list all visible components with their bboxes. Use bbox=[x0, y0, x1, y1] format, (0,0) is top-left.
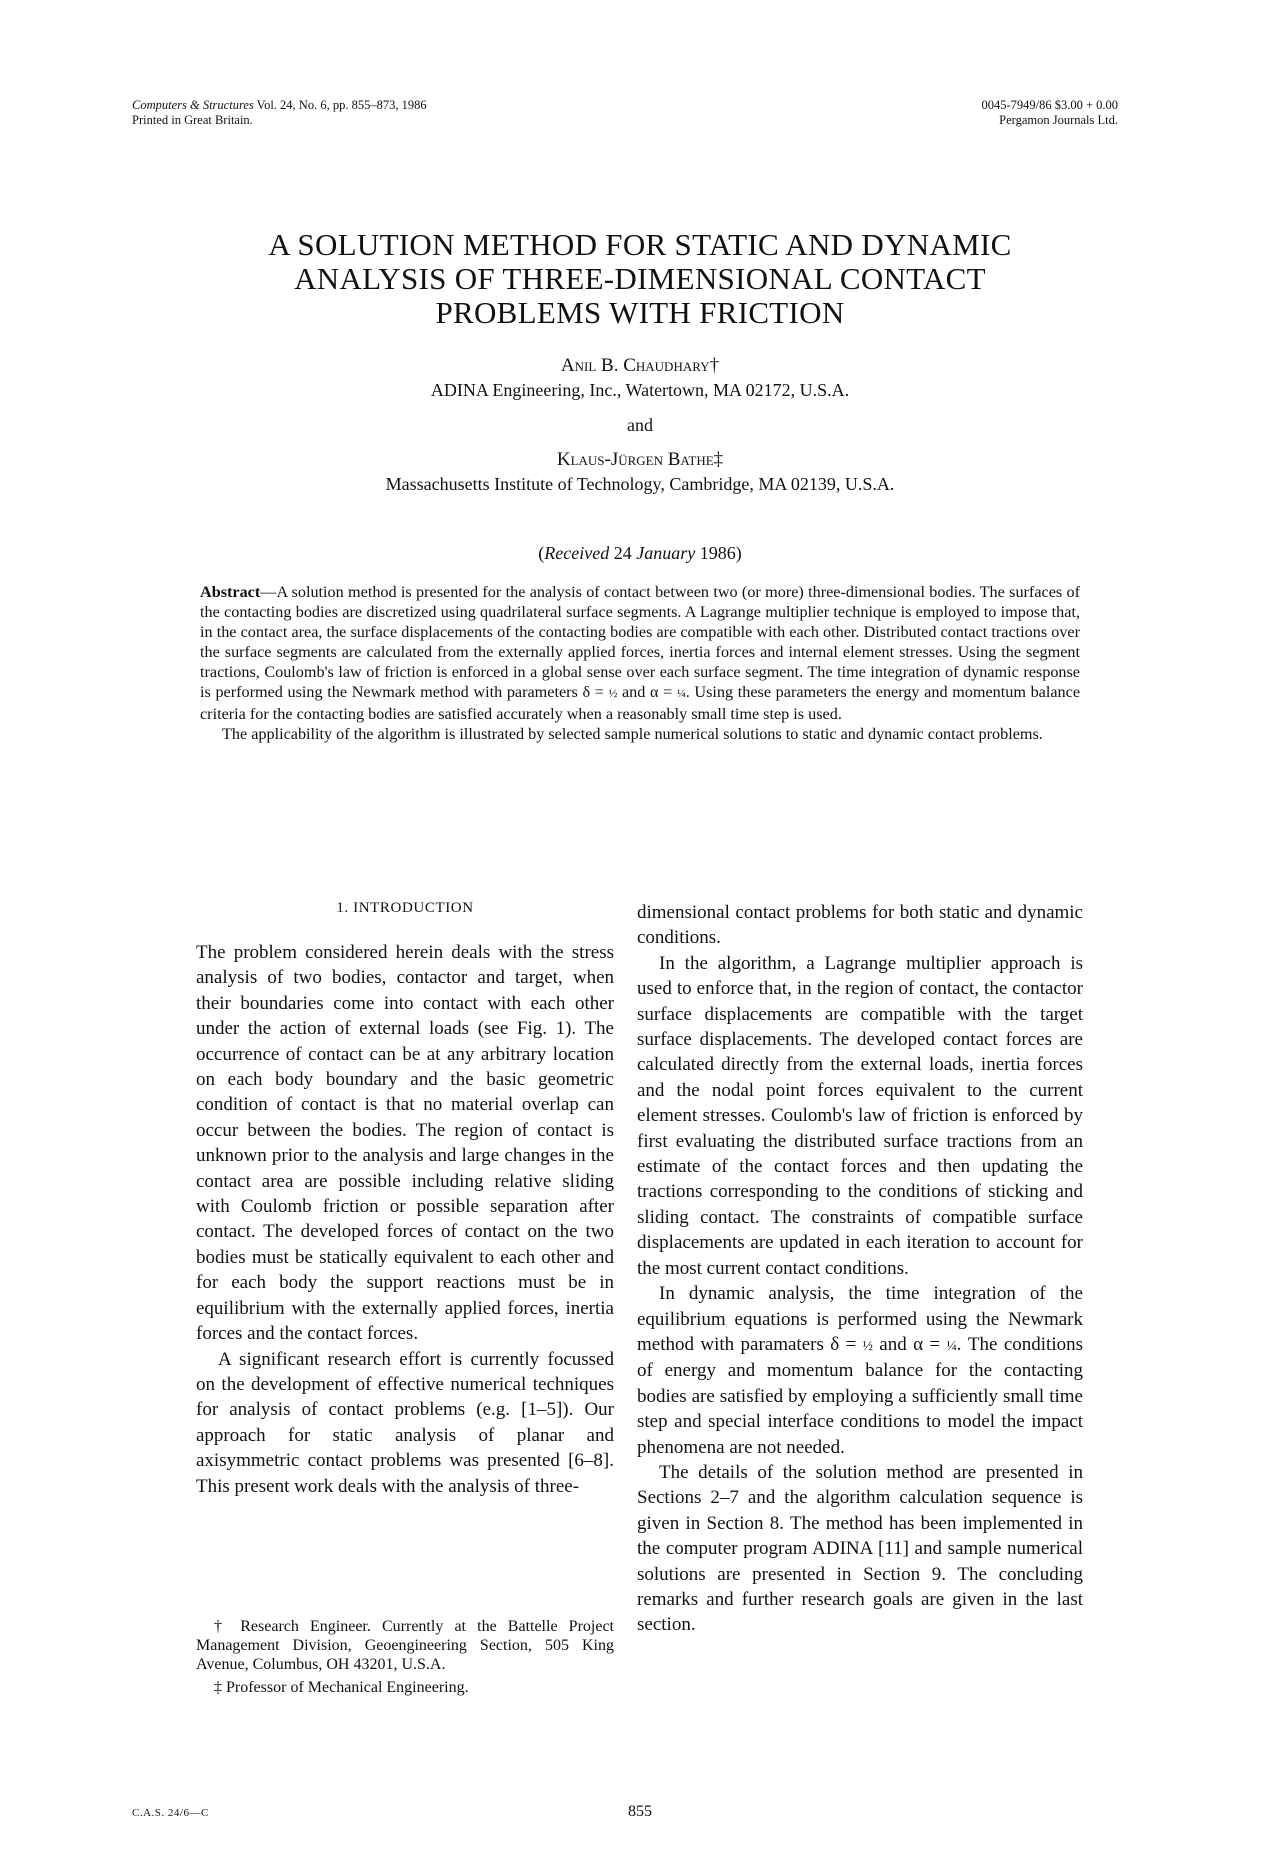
issn-price: 0045-7949/86 $3.00 + 0.00 bbox=[981, 98, 1118, 112]
abstract-paragraph-1 bbox=[200, 582, 1080, 724]
abstract-text-b: and α = bbox=[617, 683, 677, 701]
author-1-affiliation: ADINA Engineering, Inc., Watertown, MA 02172, U.S.A. bbox=[430, 380, 850, 400]
intro-frac-quarter: ¼ bbox=[946, 1337, 957, 1353]
intro-paragraph-4 bbox=[637, 1281, 1083, 1460]
title-line-1: A SOLUTION METHOD FOR STATIC AND DYNAMIC bbox=[268, 227, 1012, 262]
abstract-text-a: —A solution method is presented for the analysis of contact between two (or more) three-dimensional bodies. The surfaces of the contacting bodies are discretized using quadrilateral surface segments. A Lagrange multiplier technique is employed to impose that, in the contact area, the surface displacements of the contacting bodies are compatible with each other. Distributed contact tractions over the surface segments are calculated from the externally applied forces, inertia forces and internal element stresses. Using the segment tractions, Coulomb's law of friction is enforced in a global sense over each surface segment. The time integration of dynamic response is performed using the Newmark method with parameters δ = bbox=[200, 583, 1080, 701]
right-column bbox=[637, 900, 1083, 1638]
received-month: January bbox=[636, 543, 696, 563]
intro-paragraph-3: In the algorithm, a Lagrange multiplier approach is used to enforce that, in the region of contact, the contactor surface displacements are compatible with the target surface displacements. The developed contact forces are calculated directly from the external loads, inertia forces and the nodal point forces equivalent to the current element stresses. Coulomb's law of friction is enforced by first evaluating the distributed surface tractions from an estimate of the contact forces and then updating the tractions corresponding to the conditions of sticking and sliding contact. The constraints of compatible surface displacements are updated in each iteration to account for the most current contact conditions. bbox=[637, 952, 1083, 1279]
title-line-2: ANALYSIS OF THREE-DIMENSIONAL CONTACT bbox=[294, 261, 986, 296]
intro-paragraph-2: A significant research effort is currently focussed on the development of effective numerical techniques for analysis of contact problems (e.g. [1–5]). Our approach for static analysis of planar and axisymmetric contact problems was presented [6–8]. This present work deals with the analysis of three- bbox=[196, 1348, 614, 1497]
intro-paragraph-5: The details of the solution method are presented in Sections 2–7 and the algorithm calculation sequence is given in Section 8. The method has been implemented in the computer program ADINA [11] and sample numerical solutions are presented in Section 9. The concluding remarks and further research goals are given in the last section. bbox=[637, 1461, 1083, 1636]
abstract-label: Abstract bbox=[200, 583, 261, 601]
abstract-frac-half: ½ bbox=[608, 687, 618, 700]
intro-frac-half: ½ bbox=[862, 1337, 873, 1353]
abstract bbox=[200, 582, 1080, 744]
received-open: ( bbox=[538, 543, 545, 563]
footnote-2: ‡ Professor of Mechanical Engineering. bbox=[214, 1679, 469, 1696]
intro-p4-text-a: In dynamic analysis, the time integration of the equilibrium equations is performed using the Newmark method with paramaters δ = bbox=[637, 1283, 1083, 1355]
author-conjunction: and bbox=[627, 415, 653, 435]
issue-code: C.A.S. 24/6—C bbox=[132, 1807, 209, 1819]
abstract-text-c: . Using these parameters the energy and momentum balance criteria for the contacting bodies are satisfied accurately when a reasonably small time step is used. bbox=[200, 683, 1081, 723]
journal-volume: Vol. 24, No. 6, pp. 855–873, 1986 bbox=[253, 98, 427, 112]
publisher-info bbox=[981, 98, 1118, 128]
intro-p4-text-c: . The conditions of energy and momentum balance for the contacting bodies are satisfied by employing a sufficiently small time step and special interface conditions to model the impact phenomena are not needed. bbox=[637, 1333, 1083, 1458]
author-2-affiliation: Massachusetts Institute of Technology, Cambridge, MA 02139, U.S.A. bbox=[385, 474, 895, 494]
footnotes bbox=[196, 1617, 614, 1701]
author-1-name: Anil B. Chaudhary† bbox=[560, 355, 720, 376]
printed-location: Printed in Great Britain. bbox=[132, 113, 253, 127]
abstract-paragraph-2: The applicability of the algorithm is illustrated by selected sample numerical solutions to static and dynamic contact problems. bbox=[222, 725, 1043, 743]
page-number: 855 bbox=[628, 1803, 652, 1820]
intro-p4-text-b: and α = bbox=[872, 1333, 947, 1355]
received-date bbox=[140, 543, 1140, 564]
footnote-1: † Research Engineer. Currently at the Battelle Project Management Division, Geoengineering Section, 505 King Avenue, Columbus, OH 43201, U.S.A. bbox=[196, 1618, 614, 1673]
received-year: 1986) bbox=[695, 543, 742, 563]
received-day: 24 bbox=[609, 543, 637, 563]
paper-title bbox=[140, 228, 1140, 330]
publisher-name: Pergamon Journals Ltd. bbox=[999, 113, 1118, 127]
journal-citation bbox=[132, 98, 427, 128]
abstract-frac-quarter: ¼ bbox=[676, 687, 686, 700]
journal-name: Computers & Structures bbox=[132, 98, 254, 112]
author-2-name: Klaus-Jürgen Bathe‡ bbox=[556, 449, 724, 470]
received-label: Received bbox=[544, 543, 610, 563]
title-line-3: PROBLEMS WITH FRICTION bbox=[435, 295, 845, 330]
section-heading-introduction: 1. INTRODUCTION bbox=[336, 900, 474, 916]
intro-paragraph-1: The problem considered herein deals with the stress analysis of two bodies, contactor and target, when their boundaries come into contact with each other under the action of external loads (see Fig. 1). The occurrence of contact can be at any arbitrary location on each body boundary and the basic geometric condition of contact is that no material overlap can occur between the bodies. The region of contact is unknown prior to the analysis and large changes in the contact area are possible including relative sliding with Coulomb friction or possible separation after contact. The developed forces of contact on the two bodies must be statically equivalent to each other and for each body the support reactions must be in equilibrium with the externally applied forces, inertia forces and the contact forces. bbox=[196, 942, 614, 1345]
left-column bbox=[196, 898, 614, 1499]
author-block bbox=[140, 354, 1140, 496]
intro-paragraph-2-continued: dimensional contact problems for both static and dynamic conditions. bbox=[637, 902, 1083, 949]
